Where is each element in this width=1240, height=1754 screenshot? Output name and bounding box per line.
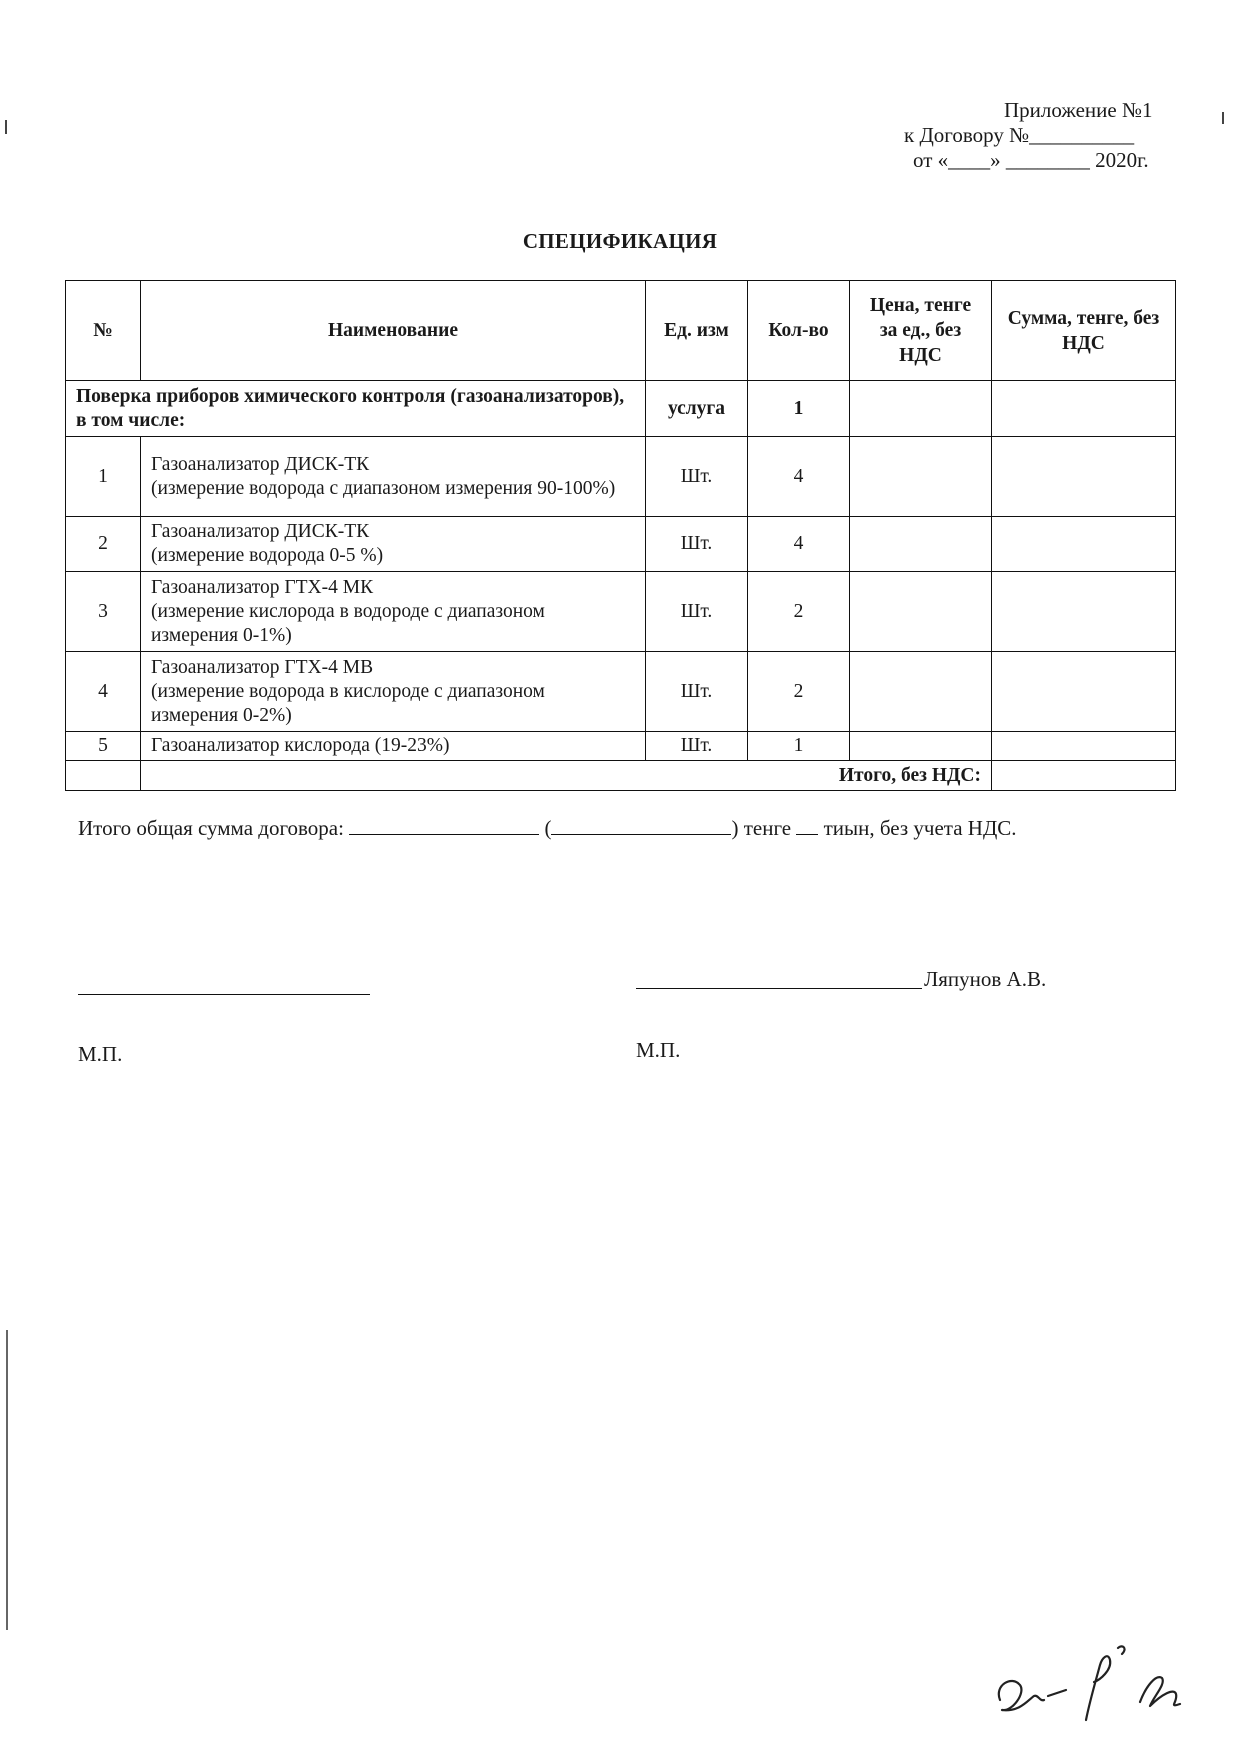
section-unit: услуга: [646, 381, 748, 437]
sum-cell: [992, 437, 1176, 517]
row-qty: 2: [748, 652, 850, 732]
row-number: 5: [66, 732, 141, 761]
price-cell: [850, 652, 992, 732]
row-name-line2: (измерение водорода 0-5 %): [151, 545, 384, 566]
sum-cell: [992, 732, 1176, 761]
sum-cell: [992, 517, 1176, 572]
appendix-reference: [900, 98, 1160, 173]
row-unit: Шт.: [646, 517, 748, 572]
grand-total-line: [78, 815, 1017, 841]
table-row: [66, 732, 1176, 761]
right-stamp-place: М.П.: [636, 1038, 681, 1062]
scan-artifact: [1222, 112, 1224, 124]
row-number: 3: [66, 572, 141, 652]
grand-total-label: Итого общая сумма договора:: [78, 816, 344, 840]
total-blank-cell: [66, 761, 141, 791]
left-signature-line: [78, 993, 370, 995]
specification-table: [65, 280, 1176, 791]
row-name-line2: (измерение кислорода в водороде с диапазоном измерения 0-1%): [151, 600, 545, 646]
row-name-line2: (измерение водорода с диапазоном измерения 90-100%): [151, 477, 616, 499]
price-cell: [850, 517, 992, 572]
column-header: Сумма, тенге, без НДС: [992, 281, 1176, 381]
row-name: [141, 572, 646, 652]
table-header-row: [66, 281, 1176, 381]
table-row: [66, 517, 1176, 572]
sum-cell: [992, 381, 1176, 437]
row-name-line2: (измерение водорода в кислороде с диапазоном измерения 0-2%): [151, 680, 545, 726]
total-sum-cell: [992, 761, 1176, 791]
price-cell: [850, 732, 992, 761]
section-row: [66, 381, 1176, 437]
row-name-line1: Газоанализатор ГТХ-4 МВ: [151, 656, 374, 678]
row-unit: Шт.: [646, 572, 748, 652]
row-name: Газоанализатор кислорода (19-23%): [141, 732, 646, 761]
row-qty: 1: [748, 732, 850, 761]
amount-blank: [349, 815, 539, 835]
total-row: [66, 761, 1176, 791]
left-stamp-place: М.П.: [78, 1042, 123, 1066]
section-name: Поверка приборов химического контроля (газоанализаторов), в том числе:: [66, 381, 646, 437]
row-qty: 4: [748, 437, 850, 517]
table-row: [66, 572, 1176, 652]
tiyn-blank: [796, 815, 818, 835]
total-label: Итого, без НДС:: [141, 761, 992, 791]
table-row: [66, 437, 1176, 517]
section-qty: 1: [748, 381, 850, 437]
row-name: [141, 652, 646, 732]
row-name-line1: Газоанализатор ДИСК-ТК: [151, 453, 370, 475]
row-qty: 4: [748, 517, 850, 572]
row-name-line1: Газоанализатор ГТХ-4 МК: [151, 576, 374, 598]
column-header: Ед. изм: [646, 281, 748, 381]
scan-artifact: [6, 1330, 8, 1630]
contract-number: к Договору №__________: [904, 123, 1135, 147]
handwritten-initials-icon: [990, 1630, 1200, 1740]
price-cell: [850, 381, 992, 437]
column-header: №: [66, 281, 141, 381]
right-signature-line: [636, 987, 922, 989]
scan-artifact: [5, 120, 7, 134]
column-header: Наименование: [141, 281, 646, 381]
amount-words-blank: [551, 815, 731, 835]
signatory-name: Ляпунов А.В.: [924, 967, 1047, 991]
row-name: [141, 437, 646, 517]
row-number: 1: [66, 437, 141, 517]
price-cell: [850, 572, 992, 652]
column-header: Цена, тенге за ед., без НДС: [850, 281, 992, 381]
sum-cell: [992, 572, 1176, 652]
amount-open-paren: (: [544, 816, 552, 840]
row-number: 2: [66, 517, 141, 572]
row-name: [141, 517, 646, 572]
sum-cell: [992, 652, 1176, 732]
row-unit: Шт.: [646, 652, 748, 732]
column-header: Кол-во: [748, 281, 850, 381]
row-name-line1: Газоанализатор ДИСК-ТК: [151, 521, 370, 542]
row-qty: 2: [748, 572, 850, 652]
appendix-number: Приложение №1: [1004, 98, 1153, 122]
row-number: 4: [66, 652, 141, 732]
table-row: [66, 652, 1176, 732]
price-cell: [850, 437, 992, 517]
page-title: СПЕЦИФИКАЦИЯ: [522, 229, 718, 253]
amount-currency: ) тенге: [731, 816, 792, 840]
row-unit: Шт.: [646, 732, 748, 761]
row-unit: Шт.: [646, 437, 748, 517]
amount-tail: тиын, без учета НДС.: [823, 816, 1017, 840]
contract-date: от «____» ________ 2020г.: [913, 148, 1149, 172]
